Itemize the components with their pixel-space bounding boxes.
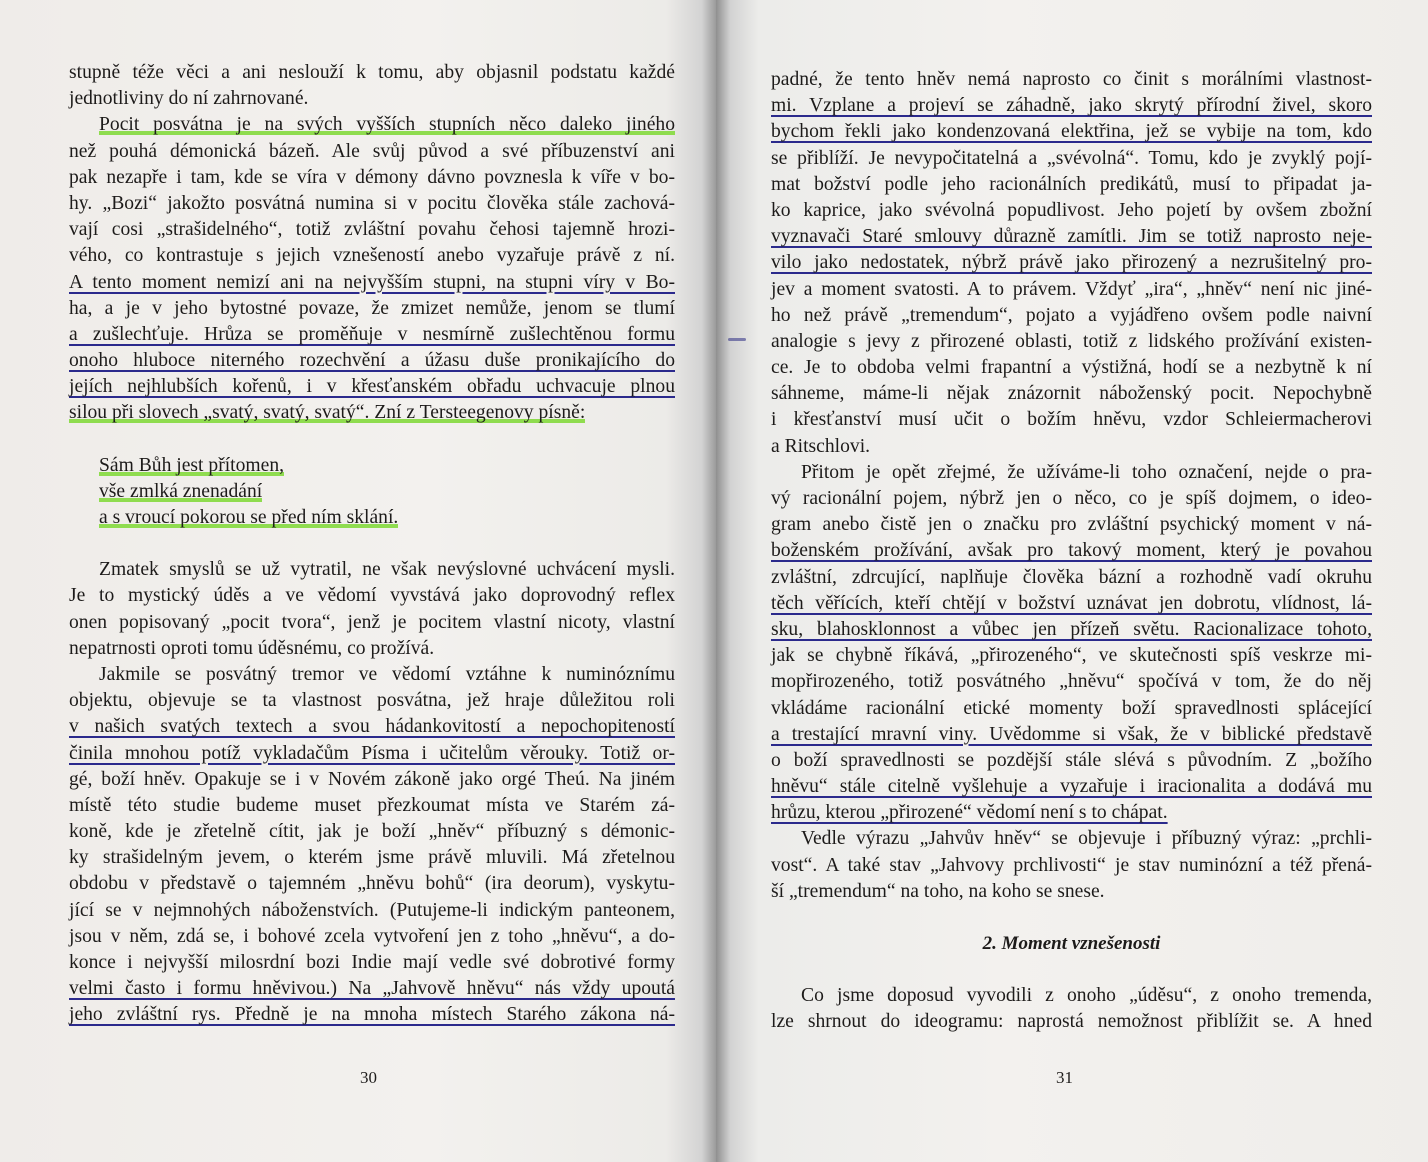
line-text: bychom řekli jako kondenzovaná elektřina, jež se vybije na tom, kdo xyxy=(771,121,1372,143)
text-line xyxy=(69,819,675,845)
line-text: Jakmile se posvátný tremor ve vědomí vztáhne k numinóznímu xyxy=(99,663,675,685)
verse-block xyxy=(69,453,675,532)
line-text: stupně téže věci a ani neslouží k tomu, aby objasnil podstatu každé xyxy=(69,62,675,83)
text-line xyxy=(69,60,675,86)
text-line xyxy=(771,67,1372,93)
text-line xyxy=(771,696,1372,722)
text-line xyxy=(771,460,1372,486)
line-text: i křesťanství musí učit o božím hněvu, vzdor Schleiermacherovi xyxy=(771,409,1372,431)
line-text: ší „tremendum“ na toho, na koho se snese. xyxy=(771,880,1105,902)
line-text: v našich svatých textech a svou hádankovitostí a nepochopiteností xyxy=(69,716,675,738)
text-line xyxy=(771,355,1372,381)
text-line xyxy=(771,800,1372,826)
text-line xyxy=(69,741,675,767)
text-line xyxy=(771,381,1372,407)
line-text: vost“. A také stav „Jahvovy prchlivosti“ je stav numinózní a též přená- xyxy=(771,854,1372,876)
line-text: mopřirozeného, totiž posvátného „hněvu“ spočívá v tom, že do něj xyxy=(771,671,1372,693)
text-line xyxy=(69,845,675,871)
verse-text: Sám Bůh jest přítomen, xyxy=(99,454,285,476)
line-text: ce. Je to obdoba velmi frapantní a výstižná, hodí se a nezbytně k ní xyxy=(771,357,1372,379)
text-line xyxy=(69,976,675,1002)
line-text: mat božství podle jeho racionálních predikátů, musí to připadat ja- xyxy=(771,173,1372,195)
text-line xyxy=(771,434,1372,460)
line-text: konce i nejvyšší milosrdní bozi Indie mají vedle své dobrotivé formy xyxy=(69,952,675,973)
text-line xyxy=(69,898,675,924)
text-line xyxy=(69,871,675,897)
line-text: obdobu v představě o tajemném „hněvu bohů“ (ira deorum), vyskytu- xyxy=(69,873,675,895)
line-text: pak nezapře i tam, kde se víra v démony dávno povznesla k víře v bo- xyxy=(69,166,675,188)
text-line xyxy=(69,270,675,296)
text-line xyxy=(69,374,675,400)
text-line xyxy=(69,688,675,714)
line-text: jsou v něm, zdá se, i bohové zcela vytvoření jen z toho „hněvu“, a do- xyxy=(69,925,675,947)
page-number: 30 xyxy=(360,1068,377,1087)
line-text: jejích nejhlubších kořenů, i v křesťanském obřadu uchvacuje plnou xyxy=(69,376,675,398)
line-text: A tento moment nemizí ani na nejvyšším stupni, na stupni víry v Bo- xyxy=(69,271,675,293)
line-text: než pouhá démonická bázeň. Ale svůj původ a své příbuzenství ani xyxy=(69,140,675,162)
text-line xyxy=(69,1002,675,1028)
verse-text: a s vroucí pokorou se před ním sklání. xyxy=(99,507,399,528)
text-line xyxy=(771,1009,1372,1035)
line-text: jev a moment svatosti. A to právem. Vždyť „ira“, „hněv“ není nic jiné- xyxy=(771,278,1372,300)
text-line xyxy=(771,669,1372,695)
text-line xyxy=(771,853,1372,879)
line-text: ky strašidelným jevem, o kterém jsme právě mluvili. Má zřetelnou xyxy=(69,847,675,869)
text-line xyxy=(69,610,675,636)
right-page xyxy=(716,0,1428,1162)
text-line xyxy=(69,714,675,740)
text-line xyxy=(771,617,1372,643)
text-line xyxy=(69,139,675,165)
line-text: nepatrnosti oproti tomu úděsnému, co prožívá. xyxy=(69,637,435,659)
text-line xyxy=(69,636,675,662)
line-text: silou při slovech „svatý, svatý, svatý“. Zní z Tersteegenovy písně: xyxy=(69,402,586,424)
line-text: Vedle výrazu „Jahvův hněv“ se objevuje i příbuzný výraz: „prchli- xyxy=(801,828,1372,850)
text-line xyxy=(771,277,1372,303)
text-line xyxy=(771,538,1372,564)
text-line xyxy=(771,879,1372,905)
line-text: Co jsme doposud vyvodili z onoho „úděsu“, z onoho tremenda, xyxy=(801,985,1372,1007)
line-text: jednotliviny do ní zahrnované. xyxy=(69,88,309,110)
line-text: vilo jako nedostatek, nýbrž právě jako přirozený a nezrušitelný pro- xyxy=(771,252,1372,274)
line-text: vají cosi „strašidelného“, totiž zvláštní povahu čehosi tajemně hrozi- xyxy=(69,219,675,241)
line-text: boženském prožívání, avšak pro takový moment, který je povahou xyxy=(771,540,1372,562)
line-text: padné, že tento hněv nemá naprosto co činit s morálními vlastnost- xyxy=(771,69,1372,90)
text-line xyxy=(69,86,675,112)
text-line xyxy=(771,329,1372,355)
text-line xyxy=(69,662,675,688)
text-line xyxy=(69,400,675,426)
line-text: Je to mystický úděs a ve vědomí vyvstává jako doprovodný reflex xyxy=(69,585,675,607)
text-line xyxy=(69,583,675,609)
line-text: jící se v nejmnohých náboženstvích. (Putujeme-li indickým panteonem, xyxy=(69,899,675,921)
section-heading: 2. Moment vznešenosti xyxy=(982,933,1161,954)
text-line xyxy=(771,198,1372,224)
text-line xyxy=(771,119,1372,145)
line-text: gram anebo čistě jen o značku pro zvláštní psychický moment v ná- xyxy=(771,514,1372,536)
text-line xyxy=(771,512,1372,538)
line-text: těch věřících, kteří chtějí v božství uznávat jen dobrotu, vlídnost, lá- xyxy=(771,592,1372,614)
text-line xyxy=(69,296,675,322)
text-line xyxy=(771,748,1372,774)
text-line xyxy=(771,643,1372,669)
line-text: ha, a je v jeho bytostné povaze, že zmizet nemůže, jenom se tlumí xyxy=(69,297,675,319)
line-text: činila mnohou potíž vykladačům Písma i učitelům věrouky. Totiž or- xyxy=(69,742,675,764)
text-line xyxy=(69,243,675,269)
line-text: vého, co kontrastuje s jejich vznešeností anebo vyzařuje právě z ní. xyxy=(69,245,675,267)
text-line xyxy=(69,322,675,348)
text-line xyxy=(771,565,1372,591)
text-line xyxy=(771,486,1372,512)
verse-line xyxy=(99,505,675,531)
left-page-text xyxy=(69,60,675,1029)
text-line xyxy=(771,983,1372,1009)
line-text: Zmatek smyslů se už vytratil, ne však nevýslovné uchvácení mysli. xyxy=(99,559,675,581)
verse-line xyxy=(99,479,675,505)
line-text: a Ritschlovi. xyxy=(771,435,871,457)
line-text: místě této studie budeme muset přezkoumat místa ve Starém zá- xyxy=(69,794,675,816)
line-text: ho než právě „tremendum“, pojato a vyjádřeno ovšem podle naivní xyxy=(771,304,1372,326)
line-text: onen popisovaný „pocit tvora“, jenž je pocitem vlastní nicoty, vlastní xyxy=(69,611,675,633)
line-text: jeho zvláštní rys. Předně je na mnoha místech Starého zákona ná- xyxy=(69,1004,675,1026)
line-text: mi. Vzplane a projeví se záhadně, jako skrytý přírodní živel, skoro xyxy=(771,95,1372,117)
text-line xyxy=(771,722,1372,748)
line-text: zvláštní, zdrcující, naplňuje člověka bázní a rozhodně vadí okruhu xyxy=(771,566,1372,588)
line-text: a zušlechťuje. Hrůza se proměňuje v nesmírně zušlechtěnou formu xyxy=(69,323,675,345)
line-text: hněvu“ stále citelně vyšlehuje a vyzařuje i iracionalita a dodává mu xyxy=(771,776,1372,798)
line-text: Pocit posvátna je na svých vyšších stupních něco daleko jiného xyxy=(99,114,675,136)
text-line xyxy=(771,172,1372,198)
line-text: velmi často i formu hněvivou.) Na „Jahvově hněvu“ nás vždy upoutá xyxy=(69,978,675,1000)
line-text: lze shrnout do ideogramu: naprostá nemožnost přiblížit se. A hned xyxy=(771,1011,1372,1033)
text-line xyxy=(69,348,675,374)
page-number: 31 xyxy=(1056,1068,1073,1087)
text-line xyxy=(771,774,1372,800)
text-line xyxy=(69,924,675,950)
line-text: jak se chybně říkává, „přirozeného“, ve skutečnosti spíš veskrze mi- xyxy=(771,645,1372,667)
text-line xyxy=(69,191,675,217)
text-line xyxy=(771,224,1372,250)
text-line xyxy=(69,217,675,243)
line-text: se přiblíží. Je nevypočitatelná a „svévolná“. Tomu, kdo je zvyklý pojí- xyxy=(771,147,1372,169)
text-line xyxy=(69,950,675,976)
line-text: vyznavači Staré smlouvy důrazně zamítli. Jim se totiž naprosto neje- xyxy=(771,226,1372,248)
line-text: vkládáme racionální etické momenty boží spravedlnosti splácející xyxy=(771,697,1372,719)
text-line xyxy=(69,165,675,191)
text-line xyxy=(771,826,1372,852)
line-text: hy. „Bozi“ jakožto posvátná numina si v pocitu člověka stále zachová- xyxy=(69,192,675,214)
verse-text: vše zmlká znenadání xyxy=(99,480,263,502)
text-line xyxy=(771,407,1372,433)
line-text: sku, blahosklonnost a vůbec jen přízeň světu. Racionalizace tohoto, xyxy=(771,618,1372,640)
line-text: o boží spravedlnosti se pozdější stále slévá s původním. Z „božího xyxy=(771,749,1372,771)
line-text: vý racionální pojem, nýbrž jen o něco, co je spíš dojmem, o ideo- xyxy=(771,488,1372,509)
line-text: a trestající mravní viny. Uvědomme si však, že v biblické představě xyxy=(771,723,1372,745)
pen-mark xyxy=(728,338,746,341)
text-line xyxy=(771,93,1372,119)
text-line xyxy=(69,767,675,793)
line-text: hrůzu, kterou „přirozené“ vědomí není s to chápat. xyxy=(771,802,1168,824)
line-text: koně, kde je zřetelně cítit, jak je boží „hněv“ příbuzný s démonic- xyxy=(69,821,675,843)
line-text: analogie s jevy z přirozené oblasti, totiž z lidského prožívání existen- xyxy=(771,330,1372,352)
text-line xyxy=(69,557,675,583)
text-line xyxy=(771,146,1372,172)
text-line xyxy=(69,793,675,819)
line-text: ko kaprice, jako svévolná popudlivost. Jeho pojetí by ovšem zbožní xyxy=(771,199,1372,221)
verse-line xyxy=(99,453,675,479)
line-text: sáhneme, máme-li nějak znázornit náboženský pocit. Nepochybně xyxy=(771,383,1372,405)
text-line xyxy=(771,303,1372,329)
line-text: objektu, objevuje se ta vlastnost posvátna, jež hraje důležitou roli xyxy=(69,690,675,712)
line-text: gé, boží hněv. Opakuje se i v Novém zákoně jako orgé Theú. Na jiném xyxy=(69,768,675,790)
text-line xyxy=(771,250,1372,276)
right-page-text xyxy=(771,67,1372,1036)
text-line xyxy=(771,591,1372,617)
text-line xyxy=(69,112,675,138)
line-text: onoho hluboce niterného rozechvění a úžasu duše pronikajícího do xyxy=(69,350,675,372)
line-text: Přitom je opět zřejmé, že užíváme-li toho označení, nejde o pra- xyxy=(801,461,1372,483)
